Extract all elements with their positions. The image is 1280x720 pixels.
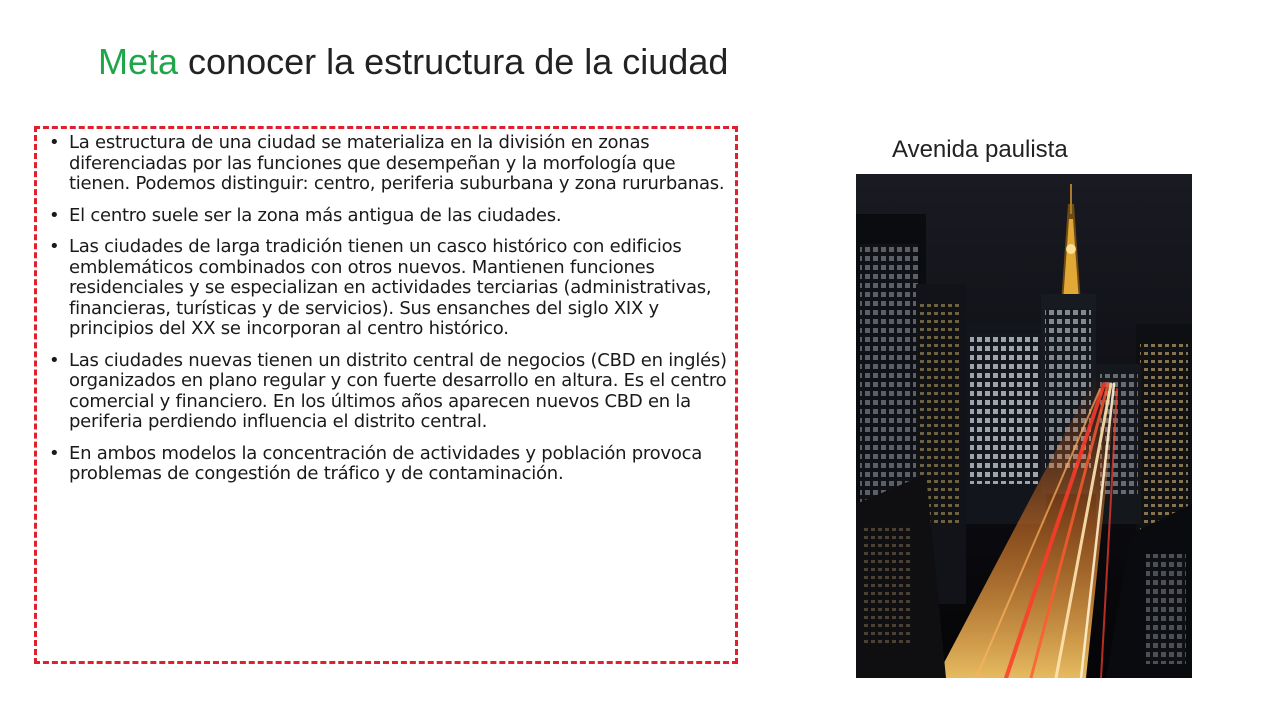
title-rest: conocer la estructura de la ciudad [178, 41, 729, 82]
bullet-text: Las ciudades nuevas tienen un distrito central de negocios (CBD en inglés) organizados en plano regular y con fuerte desarrollo en altura. Es el centro comercial y financiero. En los últimos años aparecen nuevos CBD en la periferia perdiendo influencia el distrito central. [69, 349, 727, 432]
city-night-illustration [856, 174, 1192, 678]
bullet-dot: • [49, 132, 60, 153]
building-center-windows [970, 334, 1042, 484]
bullet-item [49, 133, 733, 195]
bullet-item [49, 237, 733, 340]
bullet-item [49, 351, 733, 433]
image-caption: Avenida paulista [892, 136, 1068, 163]
foreground-right-windows [1146, 554, 1186, 664]
bullet-text: La estructura de una ciudad se materializa en la división en zonas diferenciadas por las funciones que desempeñan y la morfología que tienen. Podemos distinguir: centro, periferia suburbana y zona rururbanas. [69, 132, 725, 194]
bullet-dot: • [49, 349, 60, 371]
bullet-item [49, 206, 733, 227]
bullet-item [49, 444, 733, 485]
bullet-text: En ambos modelos la concentración de actividades y población provoca problemas de congestión de tráfico y de contaminación. [69, 442, 703, 484]
city-night-photo [856, 174, 1192, 678]
content-box [34, 126, 738, 664]
bullet-text: Las ciudades de larga tradición tienen un casco histórico con edificios emblemáticos combinados con otros nuevos. Mantienen funciones residenciales y se especializan en actividades terciarias (administrativas, financieras, turísticas y de servicios). Sus ensanches del siglo XIX y principios del XX se incorporan al centro histórico. [69, 236, 712, 339]
foreground-left-windows [862, 524, 912, 644]
bullet-dot: • [49, 442, 60, 464]
bullet-list [49, 133, 733, 496]
bullet-text: El centro suele ser la zona más antigua de las ciudades. [69, 204, 562, 226]
bullet-dot: • [49, 236, 60, 257]
title-accent: Meta [98, 41, 179, 82]
slide-title [98, 40, 728, 84]
bullet-dot: • [49, 204, 60, 226]
